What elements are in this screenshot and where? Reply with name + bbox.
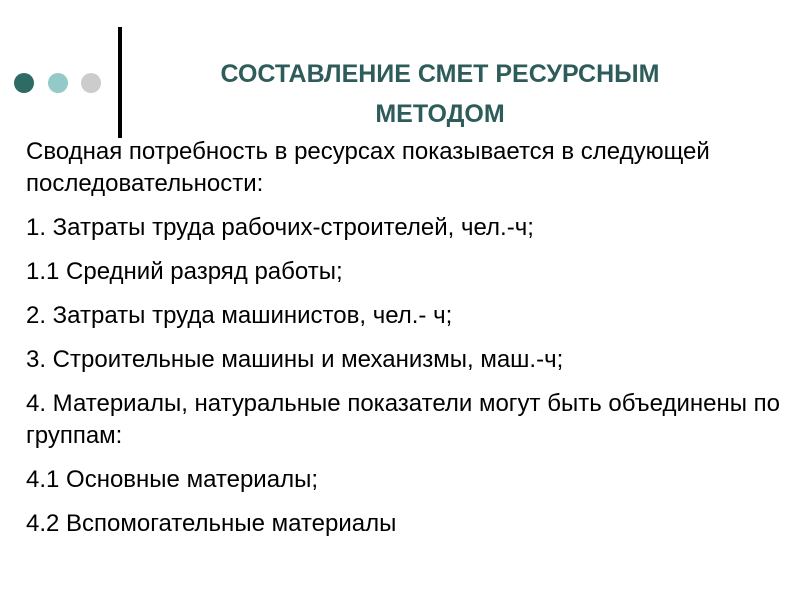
light-teal-dot-icon	[48, 73, 68, 93]
slide-body	[26, 136, 786, 552]
list-item: 4.1 Основные материалы;	[26, 466, 318, 493]
gray-dot-icon	[81, 73, 101, 93]
list-item: 4.2 Вспомогательные материалы	[26, 510, 397, 537]
slide-title-line-1: СОСТАВЛЕНИЕ СМЕТ РЕСУРСНЫМ	[220, 60, 660, 88]
intro-text: Сводная потребность в ресурсах показывается в следующей последовательности:	[26, 138, 710, 197]
list-item: 3. Строительные машины и механизмы, маш.-ч;	[26, 346, 564, 373]
list-item: 4. Материалы, натуральные показатели могут быть объединены по группам:	[26, 390, 781, 449]
dark-teal-dot-icon	[14, 73, 34, 93]
list-item: 1. Затраты труда рабочих-строителей, чел.-ч;	[26, 214, 534, 241]
slide-title	[125, 54, 755, 134]
list-item: 1.1 Средний разряд работы;	[26, 258, 343, 285]
vertical-divider	[118, 27, 122, 138]
slide-title-line-2: МЕТОДОМ	[375, 100, 505, 128]
list-item: 2. Затраты труда машинистов, чел.- ч;	[26, 302, 453, 329]
